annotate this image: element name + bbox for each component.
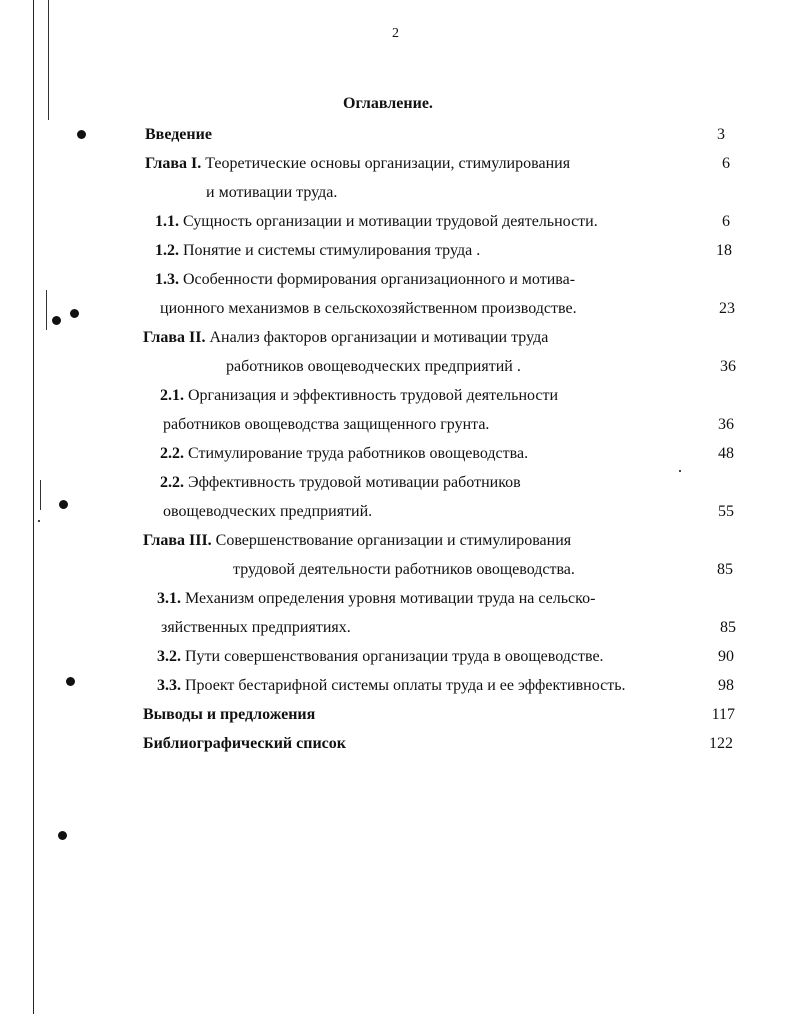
section-3-1-title-cont: зяйственных предприятиях. — [161, 619, 351, 636]
toc-intro-page: 3 — [717, 126, 725, 143]
punch-hole-mark — [58, 831, 67, 840]
toc-section-2-2-page: 48 — [718, 445, 734, 462]
toc-section-1-1-page: 6 — [722, 213, 730, 230]
toc-section-1-2 — [155, 241, 480, 261]
section-3-2-number: 3.2. — [157, 648, 181, 665]
chapter-3-prefix: Глава III. — [143, 532, 212, 549]
toc-section-2-3-page: 55 — [718, 503, 734, 520]
margin-rule-segment — [40, 480, 41, 510]
toc-conclusions-label: Выводы и предложения — [143, 706, 316, 723]
toc-section-1-2-page: 18 — [716, 242, 732, 259]
toc-section-1-3-page: 23 — [719, 300, 735, 317]
toc-chapter-2-page: 36 — [720, 358, 736, 375]
section-2-3-title-cont: овощеводческих предприятий. — [163, 503, 373, 520]
section-2-1-number: 2.1. — [160, 387, 184, 404]
section-2-3-number: 2.2. — [160, 474, 184, 491]
section-2-1-title: Организация и эффективность трудовой деятельности — [188, 387, 559, 404]
toc-section-2-3 — [160, 473, 521, 493]
toc-conclusions-page: 117 — [711, 706, 735, 723]
toc-chapter-3-page: 85 — [717, 561, 733, 578]
section-1-1-title: Сущность организации и мотивации трудовой деятельности. — [183, 213, 598, 230]
punch-hole-mark — [66, 677, 75, 686]
toc-section-3-1 — [157, 589, 595, 609]
section-2-2-number: 2.2. — [160, 445, 184, 462]
toc-section-3-3-page: 98 — [718, 677, 734, 694]
section-2-1-title-cont: работников овощеводства защищенного грунта. — [163, 416, 490, 433]
section-3-3-number: 3.3. — [157, 677, 181, 694]
scan-speck — [38, 520, 40, 522]
page-number: 2 — [392, 26, 399, 41]
section-1-1-number: 1.1. — [155, 213, 179, 230]
toc-section-1-1 — [155, 212, 598, 232]
toc-section-3-3 — [157, 676, 626, 696]
section-1-2-number: 1.2. — [155, 242, 179, 259]
punch-hole-mark — [59, 500, 68, 509]
toc-section-3-2-page: 90 — [718, 648, 734, 665]
toc-chapter-1 — [145, 154, 570, 174]
section-3-1-number: 3.1. — [157, 590, 181, 607]
punch-hole-mark — [77, 130, 86, 139]
chapter-3-title-cont: трудовой деятельности работников овощеводства. — [233, 561, 575, 578]
chapter-2-title-cont: работников овощеводческих предприятий . — [226, 358, 521, 375]
toc-section-3-2 — [157, 647, 604, 667]
toc-intro-label: Введение — [145, 126, 212, 143]
chapter-2-title: Анализ факторов организации и мотивации труда — [209, 329, 549, 346]
scan-speck — [679, 470, 681, 472]
section-1-3-title-cont: ционного механизмов в сельскохозяйственном производстве. — [160, 300, 577, 317]
toc-bibliography-page: 122 — [709, 735, 733, 752]
toc-section-2-1-page: 36 — [718, 416, 734, 433]
chapter-1-title: Теоретические основы организации, стимулирования — [205, 155, 571, 172]
toc-title: Оглавление. — [343, 95, 433, 112]
toc-chapter-2 — [143, 328, 548, 348]
margin-rule — [33, 0, 34, 1014]
punch-hole-mark — [70, 309, 79, 318]
section-3-2-title: Пути совершенствования организации труда в овощеводстве. — [185, 648, 604, 665]
section-3-1-title: Механизм определения уровня мотивации труда на сельско- — [185, 590, 596, 607]
margin-rule-segment — [46, 290, 47, 330]
section-2-3-title: Эффективность трудовой мотивации работников — [188, 474, 521, 491]
toc-chapter-3 — [143, 531, 571, 551]
section-1-2-title: Понятие и системы стимулирования труда . — [183, 242, 481, 259]
toc-chapter-1-page: 6 — [722, 155, 730, 172]
toc-section-2-1 — [160, 386, 558, 406]
chapter-3-title: Совершенствование организации и стимулирования — [215, 532, 572, 549]
chapter-1-title-cont: и мотивации труда. — [206, 184, 338, 201]
toc-section-1-3 — [155, 270, 575, 290]
section-1-3-number: 1.3. — [155, 271, 179, 288]
chapter-2-prefix: Глава II. — [143, 329, 206, 346]
toc-section-2-2 — [160, 444, 528, 464]
toc-section-3-1-page: 85 — [720, 619, 736, 636]
section-2-2-title: Стимулирование труда работников овощеводства. — [188, 445, 529, 462]
chapter-1-prefix: Глава I. — [145, 155, 202, 172]
punch-hole-mark — [52, 316, 61, 325]
toc-bibliography-label: Библиографический список — [143, 735, 346, 752]
section-3-3-title: Проект бестарифной системы оплаты труда и ее эффективность. — [185, 677, 626, 694]
margin-rule-segment — [48, 0, 49, 120]
section-1-3-title: Особенности формирования организационного и мотива- — [183, 271, 576, 288]
